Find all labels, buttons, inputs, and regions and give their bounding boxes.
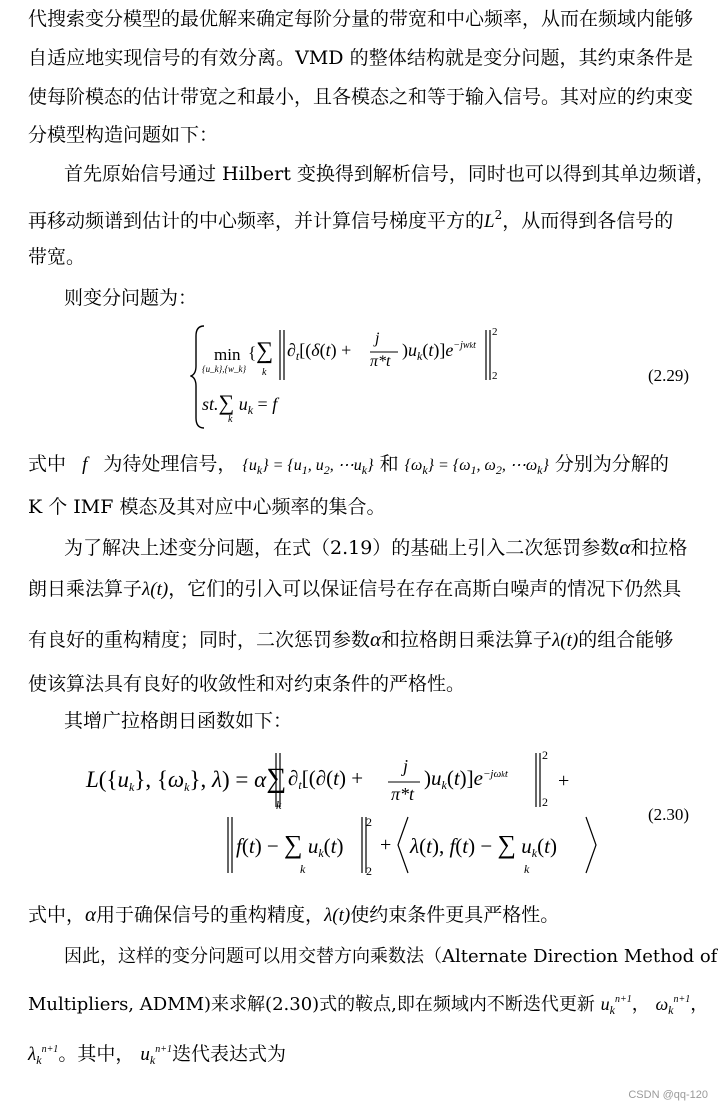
math-variable: L [484,211,495,232]
math-superscript: 2 [542,748,548,762]
text-span: 为待处理信号， [103,453,237,475]
text-span: 为了解决上述变分问题，在式（2.19）的基础上引入二次惩罚参数 [64,537,620,559]
math-expression: $u_k^{n+1}$ [140,1044,172,1067]
text-line [28,202,693,235]
math-expression: λ(t) [142,579,169,600]
text-line [28,451,693,483]
text-span: 朗日乘法算子 [28,578,143,600]
equation-line: )$u_k(t)]e^{-j\omega kt}$ [424,766,508,792]
text-span: 分别为分解的 [554,453,669,475]
math-variable: α [85,902,97,926]
equation-line: st.∑ $u_k = f$ [202,390,278,417]
text-line: 自适应地实现信号的有效分离。VMD 的整体结构就是变分问题，其约束条件是 [28,47,693,69]
math-subscript: k [300,862,306,876]
text-span: Multipliers, ADMM)来求解(2.30)式的鞍点,即在频域内不断迭代更新 [28,994,595,1015]
math-fraction-num: j [403,756,409,776]
text-line: 则变分问题为： [64,287,198,309]
text-line [28,576,693,603]
math-subscript: k [276,798,282,812]
text-span: 迭代表达式为 [171,1043,286,1065]
text-line: 代搜索变分模型的最优解来确定每阶分量的带宽和中心频率，从而在频域内能够 [28,8,694,30]
math-fraction-den: π*t [391,784,415,804]
math-superscript: 2 [492,326,498,338]
text-span: 的组合能够 [578,629,674,651]
math-operator: min [214,345,241,364]
equation-line: )$u_k(t)]e^{-jwkt}$ [402,340,476,363]
text-span: 。其中， [58,1043,135,1065]
text-span: 使约束条件更具严格性。 [350,904,560,926]
math-subscript: k [524,862,530,876]
text-span: ，它们的引入可以保证信号在存在高斯白噪声的情况下仍然具 [168,578,682,600]
math-expression: $\omega_k^{n+1}$ [655,994,691,1017]
equation-line: $\partial_t[(\delta(t)$ + [287,340,352,363]
text-line: 分模型构造问题如下： [28,124,219,146]
text-line: Multipliers, ADMM)来求解(2.30)式的鞍点,即在频域内不断迭代更新 $u_k^{n+1}$， $\omega_k^{n+1}$， [28,994,709,1017]
equation-2-30 [80,735,620,885]
math-set: $\{u_k\} = \{u_1$, $u_2$, $\cdots u_k$} [242,457,374,477]
angle-bracket [398,817,408,873]
text-span: 用于确保信号的重构精度， [96,904,325,926]
text-line: K 个 IMF 模态及其对应中心频率的集合。 [28,496,386,518]
text-line: 首先原始信号通过 Hilbert 变换得到解析信号，同时也可以得到其单边频谱， [64,163,715,185]
math-subscript: k [228,414,233,425]
equation-number: (2.30) [648,805,690,824]
math-fraction-num: j [375,330,380,347]
angle-bracket [586,817,596,873]
text-span: 有良好的重构精度；同时，二次惩罚参数 [28,629,371,651]
math-subscript: 2 [492,370,498,382]
math-set: $\{\omega_k\} = \{\omega_1$, $\omega_2$, $\cdots\omega_k$} [404,457,549,477]
math-expression: λ(t) [324,905,351,926]
equation-number: (2.29) [648,366,690,385]
text-line: 因此，这样的变分问题可以用交替方向乘数法（Alternate Direction Method of [64,946,718,967]
equation-line: λ(t), f(t) − ∑ $u_k(t)$ [410,830,557,860]
text-line: 带宽。 [28,246,86,268]
text-line: 其增广拉格朗日函数如下： [64,710,293,732]
math-superscript: 2 [366,815,372,829]
math-variable: α [370,627,382,651]
math-variable: f [82,454,88,475]
text-line [28,1037,693,1073]
math-variable: α [619,535,631,559]
text-line [28,901,693,929]
math-superscript: 2 [494,208,503,222]
equation-line: {∑ [248,338,274,364]
math-expression: $\lambda_k^{n+1}$ [28,1044,59,1067]
math-subscript: 2 [542,795,548,809]
text-span: 和 [379,453,399,475]
equation-line: $\partial_t[(\partial(t)$ + [288,766,364,792]
math-subscript: k [262,367,267,378]
math-expression: $u_k^{n+1}$ [600,994,632,1017]
text-line: 使该算法具有良好的收敛性和对约束条件的严格性。 [28,673,466,695]
text-line [28,626,693,654]
equation-line: f(t) − ∑ $u_k(t)$ [236,830,344,860]
text-span: 式中， [28,904,86,926]
text-span: 和拉格 [630,537,688,559]
math-subscript: 2 [366,864,372,878]
text-line: 使每阶模态的估计带宽之和最小，且各模态之和等于输入信号。其对应的约束变 [28,86,694,108]
math-fraction-den: π*t [370,353,391,370]
text-span: ，从而得到各信号的 [502,210,674,232]
math-expression: λ(t) [552,630,579,651]
math-subscript: {u_k},{w_k} [202,364,247,374]
text-line [64,534,693,561]
text-span: 再移动频谱到估计的中心频率，并计算信号梯度平方的 [28,210,485,232]
text-span: 和拉格朗日乘法算子 [381,629,553,651]
text-span: 式中 [28,453,67,475]
math-operator: + [558,770,570,792]
equation-line: $L(\{u_k\}$, $\{\omega_k\}$, λ) = α∑ [86,763,287,794]
watermark-text: CSDN @qq-120 [628,1089,708,1101]
math-operator: + [380,834,392,856]
